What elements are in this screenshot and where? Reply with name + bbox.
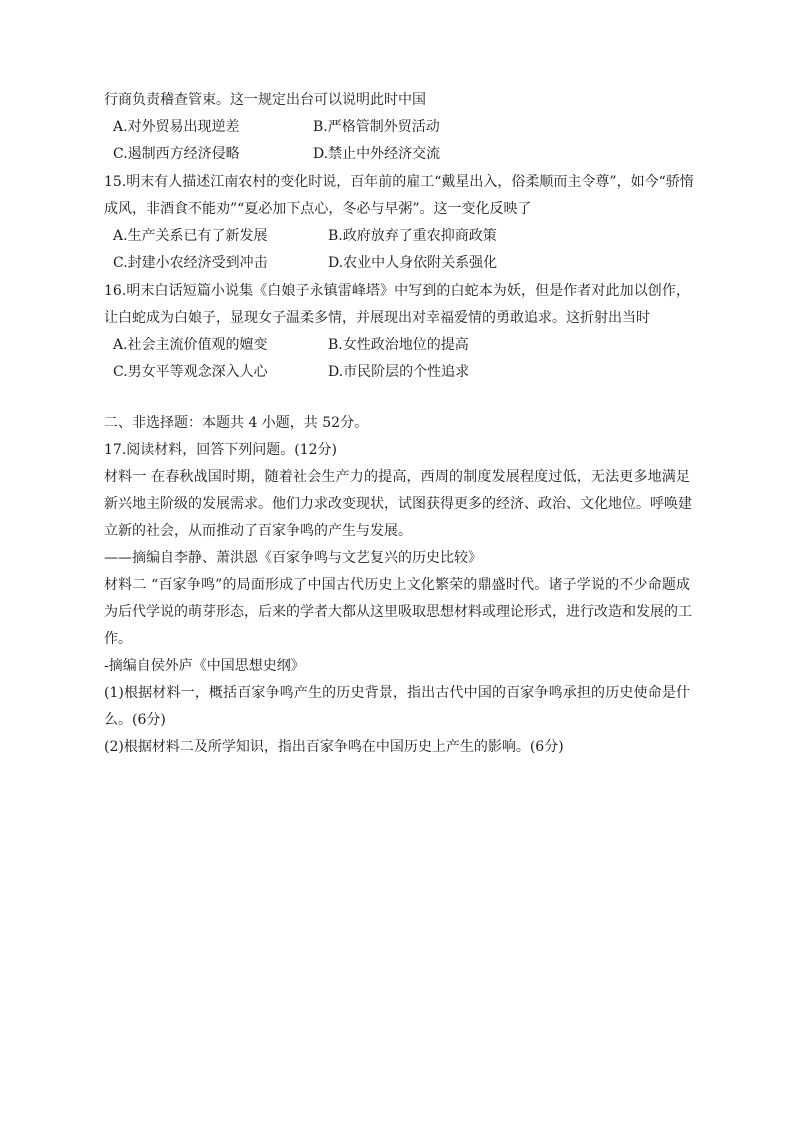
q14-option-c: C.遏制西方经济侵略 — [113, 146, 240, 162]
q17-material2-line2: 为后代学说的萌芽形态，后来的学者大都从这里吸取思想材料或理论形式，进行改造和发展的工 — [104, 604, 692, 620]
q14-option-d: D.禁止中外经济交流 — [313, 146, 441, 162]
q15-stem-line1: 15.明末有人描述江南农村的变化时说，百年前的雇工“戴星出入，俗柔顺而主令尊”，如今“骄惰 — [104, 174, 694, 190]
q15-stem-line2: 成风，非酒食不能劝”“夏必加下点心，冬必与早粥”。这一变化反映了 — [104, 201, 532, 217]
q17-subquestion1-line2: 么。(6分) — [104, 712, 166, 728]
q14-stem-tail: 行商负责稽查管束。这一规定出台可以说明此时中国 — [104, 92, 426, 108]
q14-option-a: A.对外贸易出现逆差 — [113, 119, 240, 135]
q15-option-b: B.政府放弃了重农抑商政策 — [328, 228, 497, 244]
q17-material2-line1: 材料二 “百家争鸣”的局面形成了中国古代历史上文化繁荣的鼎盛时代。诸子学说的不少命题成 — [104, 577, 690, 593]
q17-material2-source: -摘编自侯外庐《中国思想史纲》 — [104, 658, 305, 674]
q15-option-d: D.农业中人身依附关系强化 — [328, 255, 498, 271]
q17-material1-line2: 新兴地主阶级的发展需求。他们力求改变现状，试图获得更多的经济、政治、文化地位。呼唤建 — [104, 496, 692, 512]
q16-option-b: B.女性政治地位的提高 — [328, 337, 469, 353]
q17-material2-line3: 作。 — [104, 631, 132, 647]
q17-material1-line3: 立新的社会，从而推动了百家争鸣的产生与发展。 — [104, 523, 412, 539]
q17-subquestion2: (2)根据材料二及所学知识，指出百家争鸣在中国历史上产生的影响。(6分) — [104, 739, 564, 755]
q14-option-b: B.严格管制外贸活动 — [313, 119, 440, 135]
q15-option-c: C.封建小农经济受到冲击 — [113, 255, 268, 271]
q16-stem-line2: 让白蛇成为白娘子，显现女子温柔多情，并展现出对幸福爱情的勇敢追求。这折射出当时 — [104, 310, 650, 326]
q17-subquestion1-line1: (1)根据材料一，概括百家争鸣产生的历史背景，指出古代中国的百家争鸣承担的历史使命是什 — [104, 685, 690, 701]
q16-option-c: C.男女平等观念深入人心 — [113, 364, 268, 380]
q15-option-a: A.生产关系已有了新发展 — [113, 228, 268, 244]
q16-option-a: A.社会主流价值观的嬗变 — [113, 337, 268, 353]
q17-material1-source: ——摘编自李静、萧洪恩《百家争鸣与文艺复兴的历史比较》 — [104, 550, 482, 566]
q17-title: 17.阅读材料，回答下列问题。(12分) — [104, 442, 338, 458]
q17-material1-line1: 材料一 在春秋战国时期，随着社会生产力的提高，西周的制度发展程度过低，无法更多地满足 — [104, 469, 690, 485]
q16-option-d: D.市民阶层的个性追求 — [328, 364, 470, 380]
q16-stem-line1: 16.明末白话短篇小说集《白娘子永镇雷峰塔》中写到的白蛇本为妖，但是作者对此加以创作， — [104, 283, 690, 299]
section-heading: 二、非选择题：本题共 4 小题，共 52分。 — [104, 415, 369, 431]
